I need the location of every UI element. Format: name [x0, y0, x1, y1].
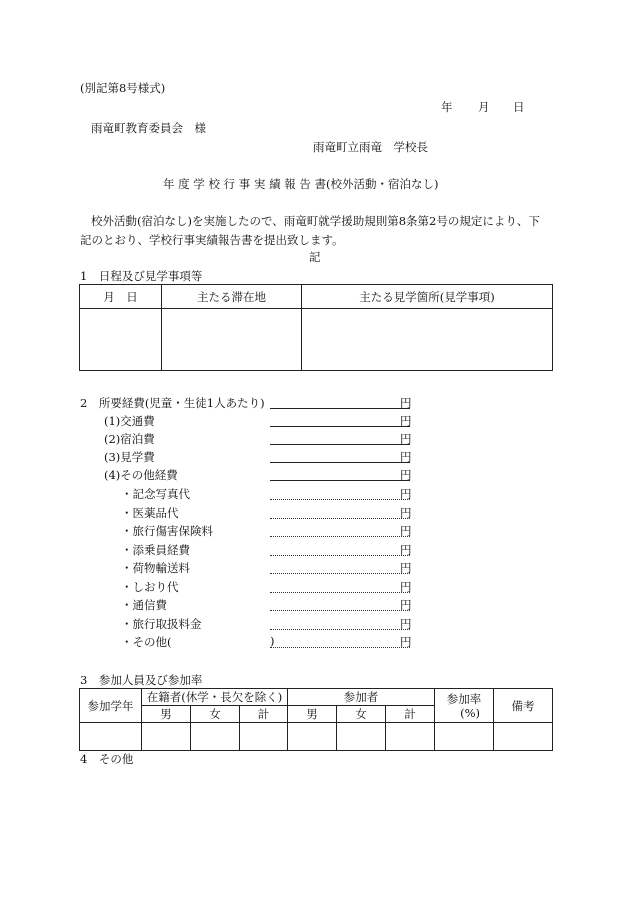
addressee: 雨竜町教育委員会 様 [91, 121, 206, 135]
schedule-cell-visits[interactable] [302, 309, 553, 371]
currency-transport: 円 [400, 414, 412, 428]
date-day-label: 日 [513, 100, 525, 114]
currency-handling-fee: 円 [400, 617, 412, 631]
col-stay-location: 主たる滞在地 [162, 285, 302, 309]
transport-cost-line[interactable] [270, 426, 410, 427]
participation-table [79, 688, 553, 751]
currency-communication: 円 [400, 598, 412, 612]
schedule-table [79, 284, 553, 371]
ki-label: 記 [309, 250, 321, 264]
enrolled-male-cell[interactable] [142, 723, 191, 751]
currency-other: 円 [400, 468, 412, 482]
enrolled-male: 男 [142, 706, 191, 723]
col-rate-unit: (%) [460, 705, 480, 720]
sub-item-escort: ・添乗員経費 [121, 543, 190, 557]
sub-item-medicine: ・医薬品代 [121, 506, 179, 520]
col-month-day: 月 日 [80, 285, 162, 309]
communication-cost-line[interactable] [270, 610, 410, 611]
col-participants: 参加者 [288, 689, 435, 706]
date-year-label: 年 [441, 100, 453, 114]
sub-item-booklet: ・しおり代 [121, 580, 179, 594]
rate-cell[interactable] [435, 723, 494, 751]
cost-item-lodging: (2)宿泊費 [104, 432, 155, 446]
enrolled-female-cell[interactable] [191, 723, 240, 751]
cost-item-transport: (1)交通費 [104, 414, 155, 428]
remarks-cell[interactable] [494, 723, 553, 751]
total-cost-line[interactable] [270, 408, 410, 409]
currency-lodging: 円 [400, 432, 412, 446]
currency-total: 円 [400, 396, 412, 410]
document-title: 年 度 学 校 行 事 実 績 報 告 書(校外活動・宿泊なし) [163, 177, 439, 191]
participants-female-cell[interactable] [337, 723, 386, 751]
enrolled-female: 女 [191, 706, 240, 723]
col-rate-label: 参加率 [446, 691, 482, 706]
col-grade: 参加学年 [80, 689, 142, 723]
sender: 雨竜町立雨竜 学校長 [313, 140, 428, 154]
col-rate [435, 689, 494, 723]
sub-item-insurance: ・旅行傷害保険料 [121, 524, 213, 538]
cost-item-visit: (3)見学費 [104, 450, 155, 464]
currency-luggage: 円 [400, 561, 412, 575]
participants-female: 女 [337, 706, 386, 723]
sub-item-handling-fee: ・旅行取扱料金 [121, 617, 202, 631]
participants-male-cell[interactable] [288, 723, 337, 751]
col-visit-places: 主たる見学箇所(見学事項) [302, 285, 553, 309]
section4-heading: 4 その他 [80, 752, 134, 766]
currency-escort: 円 [400, 543, 412, 557]
currency-misc: 円 [400, 635, 412, 649]
currency-photo: 円 [400, 487, 412, 501]
visit-cost-line[interactable] [270, 462, 410, 463]
luggage-cost-line[interactable] [270, 573, 410, 574]
insurance-cost-line[interactable] [270, 536, 410, 537]
grade-cell[interactable] [80, 723, 142, 751]
currency-medicine: 円 [400, 506, 412, 520]
sub-item-misc: ・その他( [121, 635, 172, 649]
participants-total: 計 [386, 706, 435, 723]
cost-item-other: (4)その他経費 [104, 468, 178, 482]
photo-cost-line[interactable] [270, 499, 410, 500]
currency-insurance: 円 [400, 524, 412, 538]
participants-male: 男 [288, 706, 337, 723]
handling-fee-cost-line[interactable] [270, 629, 410, 630]
currency-visit: 円 [400, 450, 412, 464]
form-number: (別記第8号様式) [80, 81, 166, 95]
misc-close-paren: ) [270, 634, 275, 648]
section1-heading: 1 日程及び見学事項等 [80, 269, 203, 283]
enrolled-total: 計 [240, 706, 288, 723]
section2-heading: 2 所要経費(児童・生徒1人あたり) [80, 396, 265, 410]
other-cost-line[interactable] [270, 480, 410, 481]
booklet-cost-line[interactable] [270, 592, 410, 593]
enrolled-total-cell[interactable] [240, 723, 288, 751]
escort-cost-line[interactable] [270, 555, 410, 556]
sub-item-communication: ・通信費 [121, 598, 167, 612]
lodging-cost-line[interactable] [270, 444, 410, 445]
body-line-1: 校外活動(宿泊なし)を実施したので、雨竜町就学援助規則第8条第2号の規定により、下 [91, 214, 540, 228]
date-month-label: 月 [478, 100, 490, 114]
currency-booklet: 円 [400, 580, 412, 594]
col-remarks: 備考 [494, 689, 553, 723]
sub-item-luggage: ・荷物輸送料 [121, 561, 190, 575]
medicine-cost-line[interactable] [270, 518, 410, 519]
misc-cost-line[interactable] [270, 647, 410, 648]
section3-heading: 3 参加人員及び参加率 [80, 673, 203, 687]
schedule-cell-date[interactable] [80, 309, 162, 371]
schedule-cell-location[interactable] [162, 309, 302, 371]
col-enrolled: 在籍者(休学・長欠を除く) [142, 689, 288, 706]
sub-item-photo: ・記念写真代 [121, 487, 190, 501]
participants-total-cell[interactable] [386, 723, 435, 751]
body-line-2: 記のとおり、学校行事実績報告書を提出致します。 [80, 233, 344, 247]
